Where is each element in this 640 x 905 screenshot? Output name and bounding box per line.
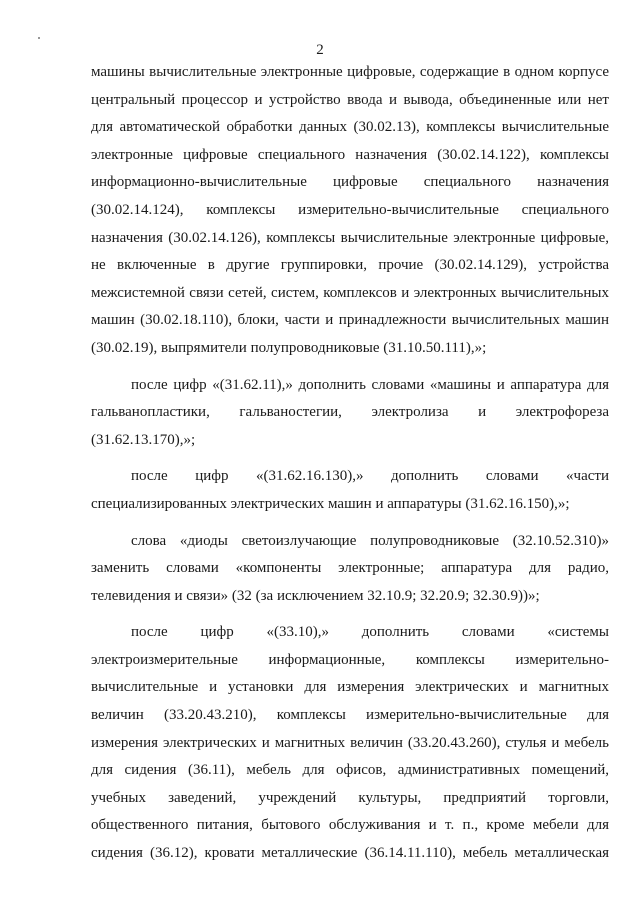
document-body — [91, 59, 609, 868]
paragraph-amendment-31-62-11: после цифр «(31.62.11),» дополнить словами «машины и аппаратура для гальванопластики, гальваностегии, электролиза и электрофореза (31.62.13.170),»; — [91, 376, 609, 448]
page-number: 2 — [316, 42, 324, 58]
paragraph-amendment-diodes: слова «диоды светоизлучающие полупроводниковые (32.10.52.310)» заменить словами «компоненты электронные; аппаратура для радио, телевидения и связи» (32 (за исключением 32.10.9; 32.20.9; 32.30.9))»; — [91, 532, 609, 604]
scan-speck — [38, 37, 40, 39]
paragraph-amendment-31-62-16: после цифр «(31.62.16.130),» дополнить словами «части специализированных электрических машин и аппаратуры (31.62.16.150),»; — [91, 468, 609, 512]
paragraph-amendment-33-10: после цифр «(33.10),» дополнить словами «системы электроизмерительные информационные, комплексы измерительно-вычислительные и установки для измерения электрических и магнитных величин (33.20.43.210), комплексы измерительно-вычислительные для измерения электрических и магнитных величин (33.20.43.260), стулья и мебель для сидения (36.11), мебель для офисов, административных помещений, учебных заведений, учреждений культуры, предприятий торговли, общественного питания, бытового обслуживания и т. п., кроме мебели для сидения (36.12), кровати металлические (36.14.11.110), мебель металлическая — [91, 624, 609, 862]
paragraph-continuation: машины вычислительные электронные цифровые, содержащие в одном корпусе центральный процессор и устройство ввода и вывода, объединенные или нет для автоматической обработки данных (30.02.13), комплексы вычислительные электронные цифровые специального назначения (30.02.14.122), комплексы информационно-вычислительные цифровые специального назначения (30.02.14.124), комплексы измерительно-вычислительные специального назначения (30.02.14.126), комплексы вычислительные электронные цифровые, не включенные в другие группировки, прочие (30.02.14.129), устройства межсистемной связи сетей, систем, комплексов и электронных вычислительных машин (30.02.18.110), блоки, части и принадлежности вычислительных машин (30.02.19), выпрямители полупроводниковые (31.10.50.111),»; — [91, 64, 609, 356]
